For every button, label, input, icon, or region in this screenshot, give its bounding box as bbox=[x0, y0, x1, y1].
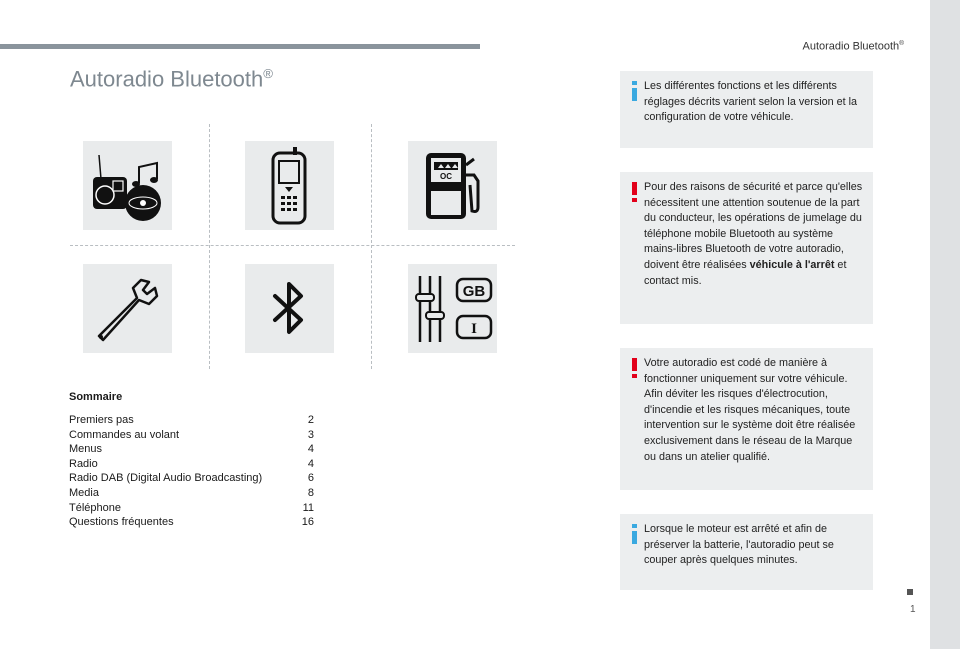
phone-icon bbox=[245, 141, 334, 230]
page-edge-strip bbox=[930, 0, 960, 649]
settings-language-icon bbox=[408, 264, 497, 353]
toc-item[interactable]: Menus 4 bbox=[69, 443, 314, 456]
toc-item[interactable]: Questions fréquentes 16 bbox=[69, 516, 314, 529]
info-icon bbox=[629, 81, 641, 101]
audio-system-tile bbox=[83, 141, 172, 230]
grid-divider bbox=[209, 124, 210, 369]
running-header: Autoradio Bluetooth® bbox=[802, 40, 904, 53]
warning-note bbox=[620, 348, 873, 490]
grid-divider bbox=[70, 245, 515, 246]
fuel-pump-tile bbox=[408, 141, 497, 230]
page-title: Autoradio Bluetooth® bbox=[70, 66, 273, 92]
info-note-text: Lorsque le moteur est arrêté et afin de préserver la batterie, l'autoradio peut se couper après quelques minutes. bbox=[644, 523, 834, 567]
language-badge-top: GB bbox=[462, 283, 486, 300]
warning-icon bbox=[629, 358, 641, 378]
toc-item[interactable]: Premiers pas 2 bbox=[69, 414, 314, 426]
warning-note-text: Votre autoradio est codé de manière à fonctionner uniquement sur votre véhicule. Afin déviter les risques d'électrocution, d'incendie et les risques mécaniques, toute intervention sur le système doit être réalisée exclusivement dans le réseau de la Marque ou dans un atelier qualifié. bbox=[644, 357, 856, 463]
header-rule bbox=[0, 44, 480, 49]
info-note bbox=[620, 514, 873, 590]
fuel-pump-icon bbox=[408, 141, 497, 230]
warning-note-text: Pour des raisons de sécurité et parce qu'elles nécessitent une attention soutenue de la part du conducteur, les opérations de jumelage du téléphone mobile Bluetooth au système mains-libres Bluetooth de votre autoradio, doivent être réalisées véhicule à l'arrêt et contact mis. bbox=[644, 181, 863, 287]
wrench-tile bbox=[83, 264, 172, 353]
warning-note bbox=[620, 172, 873, 324]
warning-icon bbox=[629, 182, 641, 202]
phone-tile bbox=[245, 141, 334, 230]
toc-item[interactable]: Commandes au volant 3 bbox=[69, 428, 314, 441]
grid-divider bbox=[371, 124, 372, 369]
toc-title: Sommaire bbox=[69, 391, 123, 403]
settings-language-tile bbox=[408, 264, 497, 353]
language-badge-bottom: I bbox=[471, 321, 477, 337]
bluetooth-icon bbox=[245, 264, 334, 353]
table-of-contents bbox=[69, 391, 314, 530]
audio-system-icon bbox=[83, 141, 172, 230]
toc-item[interactable]: Media 8 bbox=[69, 486, 314, 499]
bluetooth-tile bbox=[245, 264, 334, 353]
toc-item[interactable]: Téléphone 11 bbox=[69, 501, 314, 514]
wrench-icon bbox=[83, 264, 172, 353]
toc-item[interactable]: Radio DAB (Digital Audio Broadcasting) 6 bbox=[69, 472, 314, 485]
info-icon bbox=[629, 524, 641, 544]
info-note-text: Les différentes fonctions et les différents réglages décrits varient selon la version et la configuration de votre véhicule. bbox=[644, 80, 858, 124]
fuel-pump-label: OC bbox=[440, 172, 452, 181]
page-number: 1 bbox=[910, 604, 916, 615]
toc-item[interactable]: Radio 4 bbox=[69, 457, 314, 470]
info-note bbox=[620, 71, 873, 148]
page-marker bbox=[907, 589, 913, 595]
